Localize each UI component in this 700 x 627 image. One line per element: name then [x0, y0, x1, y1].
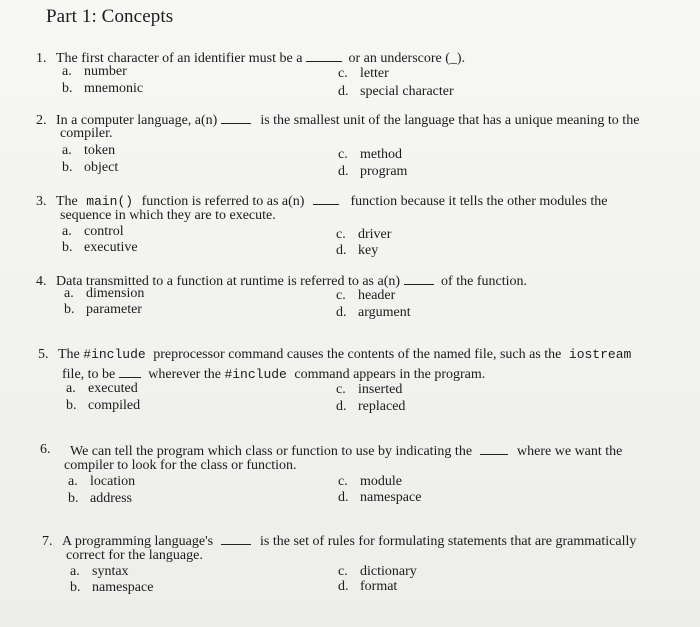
- question-5-stem: 5. The #include preprocessor command causes the contents of the named file, such as the iostream: [38, 347, 632, 362]
- option-a[interactable]: a. token: [62, 143, 116, 158]
- question-text: The first character of an identifier must be a: [56, 51, 303, 66]
- question-6-stem-cont: compiler to look for the class or function.: [64, 458, 297, 473]
- question-2-stem: 2. In a computer language, a(n) is the smallest unit of the language that has a unique meaning to the: [36, 113, 640, 128]
- option-d[interactable]: d. argument: [336, 305, 411, 320]
- answer-blank: [221, 532, 251, 545]
- question-3-stem: 3. The main() function is referred to as a(n) function because it tells the other modules the: [36, 194, 608, 209]
- option-d[interactable]: d. key: [336, 243, 379, 258]
- question-6-number: 6.: [40, 442, 51, 457]
- option-b[interactable]: b. parameter: [64, 302, 142, 317]
- section-title: Part 1: Concepts: [46, 6, 174, 27]
- question-6-stem: We can tell the program which class or function to use by indicating the where we want the: [70, 444, 623, 459]
- option-c[interactable]: c. header: [336, 288, 396, 303]
- question-3-stem-cont: sequence in which they are to execute.: [60, 208, 276, 223]
- option-c[interactable]: c. method: [338, 147, 402, 162]
- option-b[interactable]: b. mnemonic: [62, 81, 144, 96]
- option-b[interactable]: b. namespace: [70, 580, 154, 595]
- option-c[interactable]: c. letter: [338, 66, 389, 81]
- option-b[interactable]: b. compiled: [66, 398, 141, 413]
- answer-blank: [306, 49, 342, 62]
- option-d[interactable]: d. special character: [338, 84, 454, 99]
- option-d[interactable]: d. replaced: [336, 399, 406, 414]
- option-a[interactable]: a. executed: [66, 381, 138, 396]
- option-b[interactable]: b. object: [62, 160, 119, 175]
- answer-blank: [119, 365, 141, 378]
- option-c[interactable]: c. driver: [336, 227, 392, 242]
- option-c[interactable]: c. module: [338, 474, 402, 489]
- answer-blank: [313, 192, 339, 205]
- option-a[interactable]: a. control: [62, 224, 124, 239]
- question-text: or an underscore (_).: [348, 51, 466, 66]
- option-d[interactable]: d. program: [338, 164, 408, 179]
- option-b[interactable]: b. address: [68, 491, 132, 506]
- question-number: 1.: [36, 51, 47, 66]
- question-7-stem-cont: correct for the language.: [66, 548, 203, 563]
- option-a[interactable]: a. dimension: [64, 286, 145, 301]
- answer-blank: [221, 111, 251, 124]
- option-a[interactable]: a. number: [62, 64, 127, 79]
- option-b[interactable]: b. executive: [62, 240, 138, 255]
- option-c[interactable]: c. dictionary: [338, 564, 417, 579]
- question-7-stem: 7. A programming language's is the set of rules for formulating statements that are grammatically: [42, 534, 637, 549]
- question-5-stem-cont: file, to be wherever the #include command appears in the program.: [62, 367, 486, 382]
- option-c[interactable]: c. inserted: [336, 382, 403, 397]
- answer-blank: [480, 442, 508, 455]
- option-a[interactable]: a. location: [68, 474, 136, 489]
- option-d[interactable]: d. namespace: [338, 490, 422, 505]
- option-d[interactable]: d. format: [338, 579, 398, 594]
- question-4-stem: 4. Data transmitted to a function at runtime is referred to as a(n) of the function.: [36, 274, 527, 289]
- answer-blank: [404, 272, 434, 285]
- question-2-stem-cont: compiler.: [60, 126, 113, 141]
- option-a[interactable]: a. syntax: [70, 564, 129, 579]
